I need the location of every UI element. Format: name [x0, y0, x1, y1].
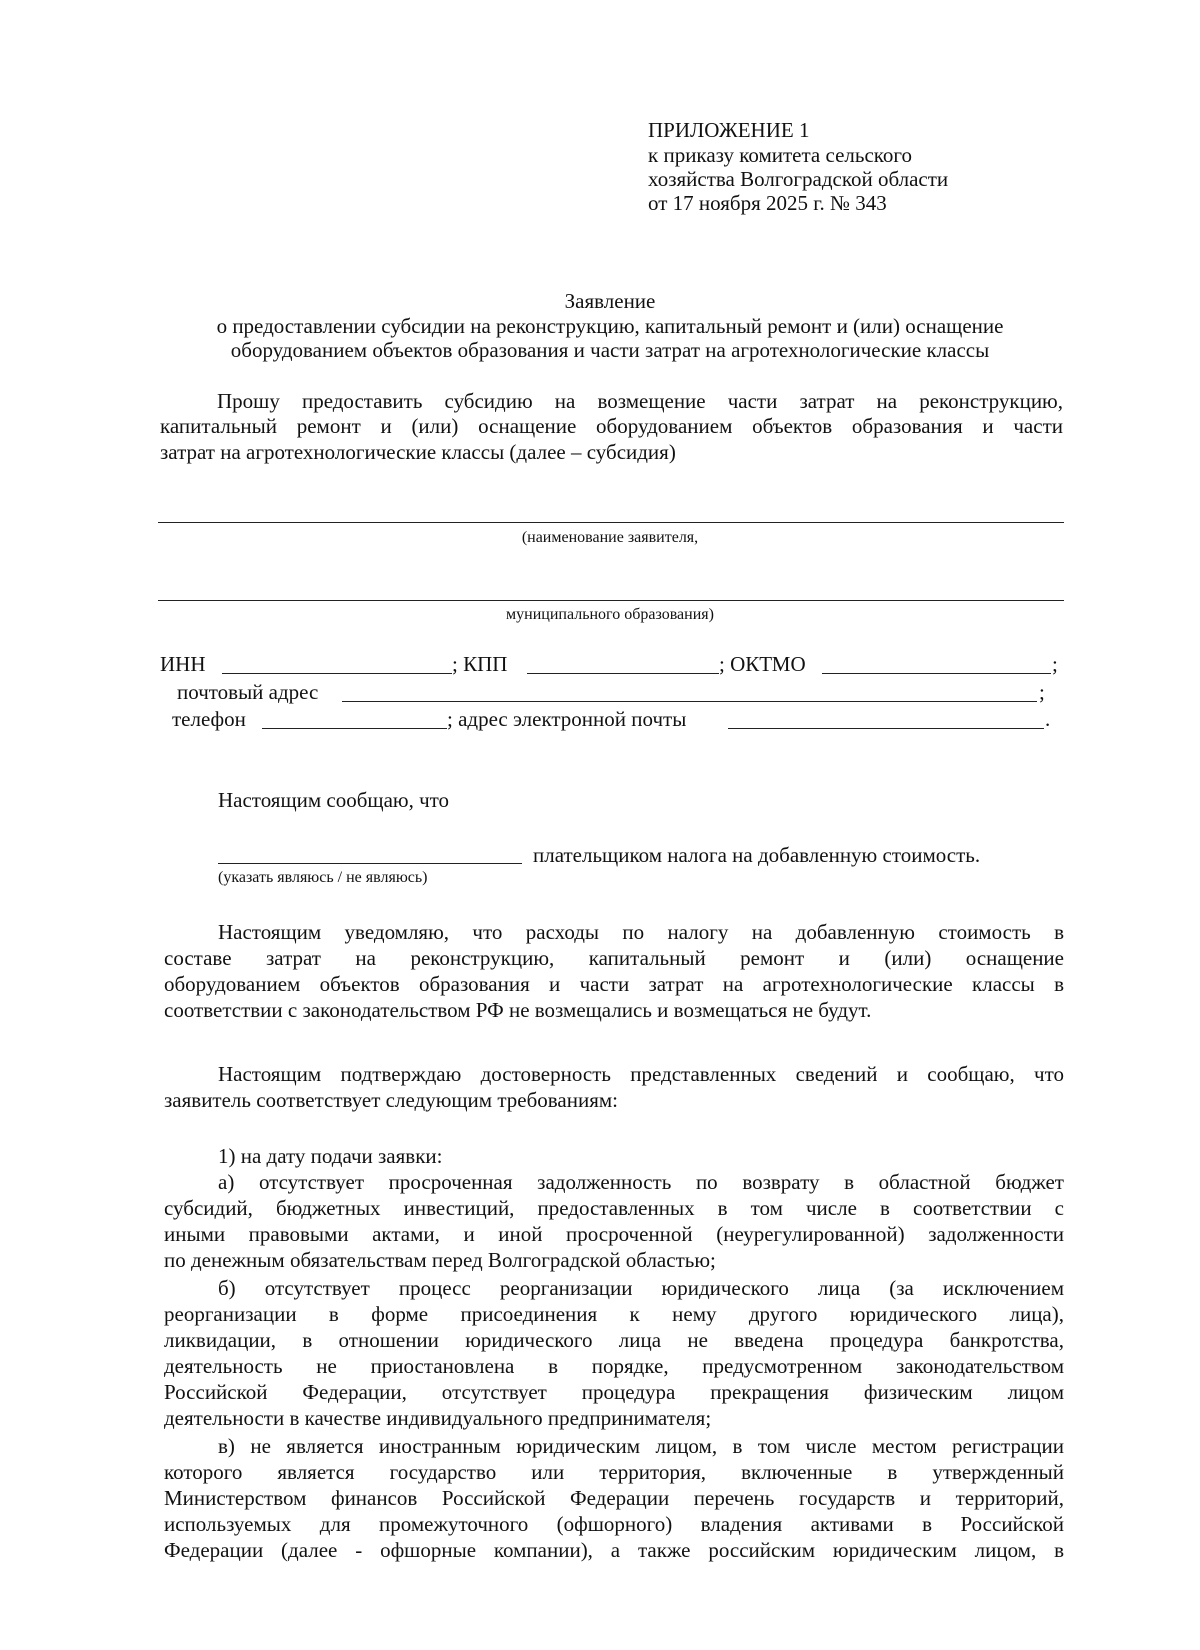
notice-line-4: соответствии с законодательством РФ не возмещались и возмещаться не будут.: [164, 998, 872, 1022]
requirement-c-line-5: Федерации (далее - офшорные компании), а также российским юридическим лицом, в: [164, 1538, 1064, 1562]
kpp-field[interactable]: [527, 673, 719, 674]
postal-end: ;: [1039, 680, 1045, 704]
requirement-b-line-6: деятельности в качестве индивидуального предпринимателя;: [164, 1406, 712, 1430]
kpp-label: ; КПП: [452, 652, 508, 676]
requirement-c-line-2: которого является государство или территория, включенные в утвержденный: [164, 1460, 1064, 1484]
notice-line-1: Настоящим уведомляю, что расходы по налогу на добавленную стоимость в: [218, 920, 1064, 944]
vat-text: плательщиком налога на добавленную стоимость.: [533, 843, 981, 867]
confirm-line-2: заявитель соответствует следующим требованиям:: [164, 1088, 618, 1112]
email-end: .: [1045, 707, 1051, 731]
appendix-line-3: от 17 ноября 2025 г. № 343: [648, 191, 887, 215]
phone-label: телефон: [172, 707, 246, 731]
oktmo-label: ; ОКТМО: [719, 652, 806, 676]
vat-intro: Настоящим сообщаю, что: [218, 788, 450, 812]
applicant-caption: (наименование заявителя,: [521, 529, 699, 546]
title-line-1: о предоставлении субсидии на реконструкцию, капитальный ремонт и (или) оснащение: [216, 314, 1004, 338]
requirement-b-line-3: ликвидации, в отношении юридического лица не введена процедура банкротства,: [164, 1328, 1064, 1352]
vat-status-field[interactable]: [218, 863, 522, 864]
municipality-caption: муниципального образования): [506, 606, 714, 623]
notice-line-2: составе затрат на реконструкцию, капитальный ремонт и (или) оснащение: [164, 946, 1064, 970]
oktmo-end: ;: [1052, 652, 1058, 676]
municipality-line[interactable]: [158, 600, 1064, 601]
requirement-c-line-4: используемых для промежуточного (офшорного) владения активами в Российской: [164, 1512, 1064, 1536]
requirement-a-line-2: субсидий, бюджетных инвестиций, предоставленных в том числе в соответствии с: [164, 1196, 1064, 1220]
vat-hint: (указать являюсь / не являюсь): [218, 869, 428, 886]
requirement-c-line-3: Министерством финансов Российской Федерации перечень государств и территорий,: [164, 1486, 1064, 1510]
appendix-line-1: к приказу комитета сельского: [648, 143, 913, 167]
requirement-b-line-5: Российской Федерации, отсутствует процедура прекращения физическим лицом: [164, 1380, 1064, 1404]
requirement-c-line-1: в) не является иностранным юридическим лицом, в том числе местом регистрации: [218, 1434, 1064, 1458]
requirement-b-line-1: б) отсутствует процесс реорганизации юридического лица (за исключением: [218, 1276, 1064, 1300]
phone-field[interactable]: [262, 728, 447, 729]
postal-label: почтовый адрес: [177, 680, 319, 704]
appendix-line-2: хозяйства Волгоградской области: [648, 167, 949, 191]
request-line-1: Прошу предоставить субсидию на возмещение части затрат на реконструкцию,: [217, 389, 1063, 413]
requirement-item-1: 1) на дату подачи заявки:: [218, 1144, 443, 1168]
requirement-a-line-4: по денежным обязательствам перед Волгоградской областью;: [164, 1248, 716, 1272]
request-line-3: затрат на агротехнологические классы (далее – субсидия): [160, 440, 676, 464]
postal-field[interactable]: [342, 701, 1037, 702]
title-line-2: оборудованием объектов образования и части затрат на агротехнологические классы: [230, 338, 990, 362]
requirement-b-line-2: реорганизации в форме присоединения к нему другого юридического лица),: [164, 1302, 1064, 1326]
applicant-name-line[interactable]: [158, 522, 1064, 523]
requirement-a-line-1: а) отсутствует просроченная задолженность по возврату в областной бюджет: [218, 1170, 1064, 1194]
inn-field[interactable]: [222, 673, 452, 674]
confirm-line-1: Настоящим подтверждаю достоверность представленных сведений и сообщаю, что: [218, 1062, 1064, 1086]
requirement-a-line-3: иными правовыми актами, и иной просроченной (неурегулированной) задолженности: [164, 1222, 1064, 1246]
oktmo-field[interactable]: [822, 673, 1051, 674]
requirement-b-line-4: деятельность не приостановлена в порядке, предусмотренном законодательством: [164, 1354, 1064, 1378]
request-line-2: капитальный ремонт и (или) оснащение оборудованием объектов образования и части: [160, 414, 1063, 438]
email-label: ; адрес электронной почты: [447, 707, 687, 731]
document-title: Заявление: [564, 289, 656, 313]
notice-line-3: оборудованием объектов образования и части затрат на агротехнологические классы в: [164, 972, 1064, 996]
email-field[interactable]: [728, 728, 1044, 729]
appendix-title: ПРИЛОЖЕНИЕ 1: [648, 118, 810, 142]
inn-label: ИНН: [160, 652, 206, 676]
